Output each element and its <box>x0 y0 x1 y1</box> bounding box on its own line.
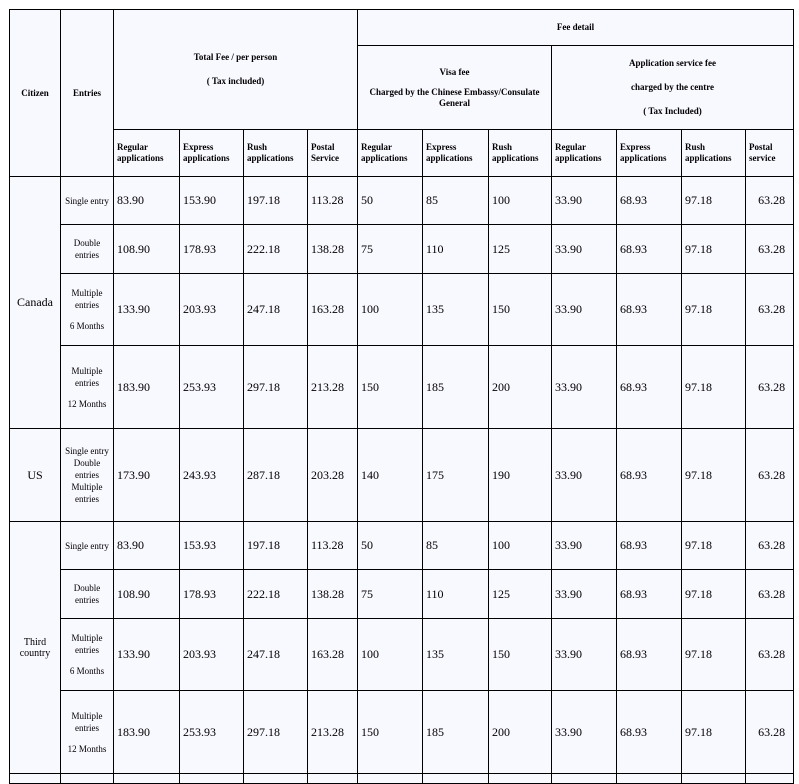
fee-cell: 153.93 <box>180 522 244 570</box>
citizen-cell: Third country <box>10 522 61 774</box>
fee-cell: 75 <box>358 570 423 619</box>
visa-fee-table <box>9 9 794 784</box>
fee-cell: 97.18 <box>682 177 746 225</box>
total-subheader: Postal Service <box>308 130 358 177</box>
fee-cell: 253.93 <box>180 691 244 774</box>
empty-cell <box>746 774 794 784</box>
fee-cell: 50 <box>358 177 423 225</box>
entries-text: 6 Months <box>69 321 105 331</box>
fee-cell: 163.28 <box>308 274 358 346</box>
fee-cell: 108.90 <box>114 570 180 619</box>
entries-cell <box>61 274 114 346</box>
fee-cell: 140 <box>358 429 423 522</box>
fee-cell: 108.90 <box>114 225 180 274</box>
table-row <box>10 619 794 691</box>
total-subheader: Express applications <box>180 130 244 177</box>
fee-cell: 83.90 <box>114 522 180 570</box>
empty-cell <box>682 774 746 784</box>
fee-cell: 222.18 <box>244 225 308 274</box>
fee-cell: 197.18 <box>244 177 308 225</box>
table-row <box>10 225 794 274</box>
entries-text: 12 Months <box>67 743 107 754</box>
empty-cell <box>244 774 308 784</box>
fee-cell: 100 <box>358 619 423 691</box>
entries-text: 6 Months <box>69 666 105 676</box>
fee-cell: 113.28 <box>308 522 358 570</box>
fee-cell: 85 <box>423 177 489 225</box>
empty-cell <box>423 774 489 784</box>
fee-cell: 97.18 <box>682 522 746 570</box>
fee-cell: 243.93 <box>180 429 244 522</box>
entries-text: Double entries <box>73 583 101 605</box>
fee-cell: 68.93 <box>617 225 682 274</box>
fee-cell: 68.93 <box>617 619 682 691</box>
fee-cell: 185 <box>423 346 489 429</box>
fee-cell: 138.28 <box>308 225 358 274</box>
fee-cell: 173.90 <box>114 429 180 522</box>
fee-cell: 33.90 <box>552 274 617 346</box>
entries-text: Single entry Double entries Multiple entries <box>65 446 109 504</box>
fee-cell: 83.90 <box>114 177 180 225</box>
fee-cell: 33.90 <box>552 429 617 522</box>
fee-cell: 50 <box>358 522 423 570</box>
fee-cell: 97.18 <box>682 346 746 429</box>
fee-detail-header: Fee detail <box>358 10 794 46</box>
fee-cell: 33.90 <box>552 225 617 274</box>
fee-cell: 138.28 <box>308 570 358 619</box>
fee-cell: 97.18 <box>682 570 746 619</box>
fee-cell: 63.28 <box>746 274 794 346</box>
fee-cell: 100 <box>489 522 552 570</box>
empty-cell <box>308 774 358 784</box>
fee-cell: 247.18 <box>244 274 308 346</box>
fee-cell: 297.18 <box>244 346 308 429</box>
service-subheader: Regular applications <box>552 130 617 177</box>
fee-cell: 150 <box>489 619 552 691</box>
fee-cell: 150 <box>358 346 423 429</box>
service-fee-header <box>552 46 794 130</box>
empty-cell <box>617 774 682 784</box>
fee-cell: 110 <box>423 225 489 274</box>
visa-subheader: Rush applications <box>489 130 552 177</box>
empty-cell <box>489 774 552 784</box>
entries-text: Multiple entries <box>71 710 103 733</box>
empty-cell <box>61 774 114 784</box>
fee-cell: 197.18 <box>244 522 308 570</box>
empty-cell <box>358 774 423 784</box>
service-subheader: Rush applications <box>682 130 746 177</box>
visa-subheader: Express applications <box>423 130 489 177</box>
fee-cell: 133.90 <box>114 619 180 691</box>
fee-cell: 100 <box>358 274 423 346</box>
service-subheader: Express applications <box>617 130 682 177</box>
fee-cell: 297.18 <box>244 691 308 774</box>
fee-cell: 63.28 <box>746 225 794 274</box>
fee-cell: 150 <box>358 691 423 774</box>
fee-cell: 68.93 <box>617 570 682 619</box>
fee-cell: 63.28 <box>746 177 794 225</box>
entries-cell <box>61 619 114 691</box>
service-fee-tax-note: ( Tax Included) <box>643 106 702 116</box>
fee-cell: 63.28 <box>746 570 794 619</box>
fee-cell: 97.18 <box>682 619 746 691</box>
fee-cell: 63.28 <box>746 691 794 774</box>
fee-cell: 183.90 <box>114 691 180 774</box>
empty-cell <box>180 774 244 784</box>
fee-cell: 100 <box>489 177 552 225</box>
fee-cell: 33.90 <box>552 346 617 429</box>
table-row <box>10 691 794 774</box>
entries-text: 12 Months <box>67 398 107 409</box>
table-row <box>10 429 794 522</box>
fee-cell: 97.18 <box>682 429 746 522</box>
fee-cell: 68.93 <box>617 274 682 346</box>
citizen-cell: US <box>10 429 61 522</box>
entries-text: Multiple entries <box>71 633 103 655</box>
fee-cell: 183.90 <box>114 346 180 429</box>
table-row <box>10 346 794 429</box>
total-fee-header <box>114 10 358 130</box>
entries-text: Double entries <box>73 238 101 260</box>
fee-cell: 200 <box>489 691 552 774</box>
empty-cell <box>10 774 61 784</box>
entries-text: Single entry <box>65 540 109 551</box>
fee-cell: 163.28 <box>308 619 358 691</box>
fee-cell: 68.93 <box>617 691 682 774</box>
fee-cell: 33.90 <box>552 570 617 619</box>
fee-cell: 33.90 <box>552 522 617 570</box>
fee-cell: 203.93 <box>180 274 244 346</box>
total-fee-title: Total Fee / per person <box>193 52 278 62</box>
fee-cell: 33.90 <box>552 691 617 774</box>
empty-cell <box>552 774 617 784</box>
total-fee-note: ( Tax included) <box>206 76 265 86</box>
fee-cell: 200 <box>489 346 552 429</box>
fee-cell: 33.90 <box>552 619 617 691</box>
fee-cell: 190 <box>489 429 552 522</box>
entries-cell <box>61 177 114 225</box>
fee-cell: 97.18 <box>682 225 746 274</box>
visa-fee-header <box>358 46 552 130</box>
fee-cell: 85 <box>423 522 489 570</box>
citizen-header: Citizen <box>10 10 61 177</box>
fee-cell: 135 <box>423 619 489 691</box>
fee-cell: 153.90 <box>180 177 244 225</box>
fee-cell: 213.28 <box>308 691 358 774</box>
table-row-partial <box>10 774 794 784</box>
entries-cell <box>61 522 114 570</box>
table-row <box>10 177 794 225</box>
entries-text: Multiple entries <box>71 365 103 388</box>
fee-cell: 75 <box>358 225 423 274</box>
total-subheader: Regular applications <box>114 130 180 177</box>
fee-cell: 203.28 <box>308 429 358 522</box>
fee-cell: 150 <box>489 274 552 346</box>
fee-cell: 113.28 <box>308 177 358 225</box>
visa-fee-title: Visa fee <box>439 66 470 77</box>
fee-cell: 125 <box>489 570 552 619</box>
entries-text: Multiple entries <box>71 288 103 310</box>
fee-cell: 213.28 <box>308 346 358 429</box>
fee-cell: 203.93 <box>180 619 244 691</box>
table-row <box>10 522 794 570</box>
service-fee-title: Application service fee <box>629 58 717 68</box>
fee-cell: 97.18 <box>682 274 746 346</box>
table-row <box>10 274 794 346</box>
fee-cell: 110 <box>423 570 489 619</box>
visa-fee-note: Charged by the Chinese Embassy/Consulate General <box>369 86 540 108</box>
fee-cell: 133.90 <box>114 274 180 346</box>
service-fee-note: charged by the centre <box>630 82 715 92</box>
fee-cell: 185 <box>423 691 489 774</box>
fee-cell: 63.28 <box>746 346 794 429</box>
entries-cell <box>61 346 114 429</box>
fee-cell: 125 <box>489 225 552 274</box>
fee-cell: 68.93 <box>617 177 682 225</box>
entries-header: Entries <box>61 10 114 177</box>
entries-text: Single entry <box>65 195 109 206</box>
service-subheader: Postal service <box>746 130 794 177</box>
entries-cell <box>61 691 114 774</box>
fee-cell: 63.28 <box>746 619 794 691</box>
fee-cell: 63.28 <box>746 522 794 570</box>
fee-cell: 63.28 <box>746 429 794 522</box>
total-subheader: Rush applications <box>244 130 308 177</box>
visa-subheader: Regular applications <box>358 130 423 177</box>
fee-cell: 178.93 <box>180 570 244 619</box>
fee-cell: 247.18 <box>244 619 308 691</box>
fee-cell: 68.93 <box>617 522 682 570</box>
fee-cell: 33.90 <box>552 177 617 225</box>
fee-cell: 222.18 <box>244 570 308 619</box>
fee-cell: 178.93 <box>180 225 244 274</box>
citizen-cell: Canada <box>10 177 61 429</box>
entries-cell <box>61 570 114 619</box>
fee-cell: 68.93 <box>617 429 682 522</box>
entries-cell <box>61 225 114 274</box>
fee-cell: 68.93 <box>617 346 682 429</box>
fee-cell: 97.18 <box>682 691 746 774</box>
fee-cell: 287.18 <box>244 429 308 522</box>
fee-cell: 175 <box>423 429 489 522</box>
empty-cell <box>114 774 180 784</box>
fee-cell: 135 <box>423 274 489 346</box>
entries-cell <box>61 429 114 522</box>
table-row <box>10 570 794 619</box>
fee-cell: 253.93 <box>180 346 244 429</box>
